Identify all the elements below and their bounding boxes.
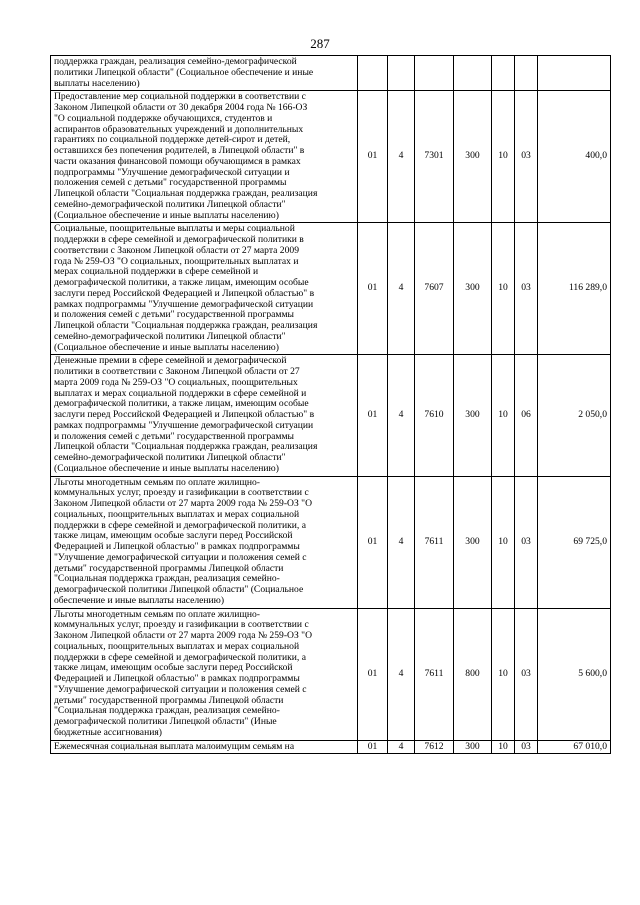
cell-description [51, 223, 358, 355]
description-line: Федерацией и Липецкой областью" в рамках подпрограммы [54, 673, 300, 684]
cell-section: 10 [492, 91, 515, 223]
cell-ministry-code [358, 56, 388, 91]
cell-direction-code: 7612 [415, 740, 454, 754]
cell-section: 10 [492, 608, 515, 740]
table-row [51, 740, 611, 754]
table-row [51, 355, 611, 476]
cell-subsection [515, 56, 538, 91]
description-line: мерах социальной поддержки в сфере семейной и [54, 266, 259, 278]
description-line: демографической политики Липецкой области" (Иные [54, 716, 277, 727]
description-line: демографической политики, а также лицам, имеющим особые [54, 398, 309, 410]
cell-direction-code: 7301 [415, 91, 454, 223]
description-line: социальных, поощрительных выплатах и мерах социальной [54, 640, 300, 652]
cell-program-code [388, 56, 415, 91]
cell-ministry-code: 01 [358, 91, 388, 223]
cell-description [51, 608, 358, 740]
cell-ministry-code: 01 [358, 476, 388, 608]
description-line: обеспечение и иные выплаты населению) [54, 594, 225, 606]
description-line: также лицам, имеющим особые заслуги перед Российской [54, 662, 293, 674]
cell-ministry-code: 01 [358, 608, 388, 740]
cell-expense-type: 300 [454, 223, 492, 355]
cell-direction-code: 7611 [415, 608, 454, 740]
description-line: поддержка граждан, реализация семейно-демографической [54, 56, 297, 67]
cell-subsection: 03 [515, 740, 538, 754]
description-line: Липецкой области "Социальная поддержка граждан, реализация [54, 320, 318, 331]
cell-program-code: 4 [388, 355, 415, 476]
description-line: Ежемесячная социальная выплата малоимущим семьям на [54, 740, 295, 752]
cell-subsection: 03 [515, 476, 538, 608]
description-line: (Социальное обеспечение и иные выплаты населению) [54, 462, 279, 474]
table-row [51, 608, 611, 740]
description-line: поддержки в сфере семейной и демографической политики в [54, 234, 304, 245]
description-line: семейно-демографической политики Липецкой области" [54, 330, 286, 342]
cell-expense-type: 300 [454, 91, 492, 223]
table-row [51, 56, 611, 91]
cell-program-code: 4 [388, 608, 415, 740]
description-line: Предоставление мер социальной поддержки в соответствии с [54, 91, 306, 103]
description-line: коммунальных услуг, проезду и газификации в соответствии с [54, 487, 309, 499]
cell-description [51, 476, 358, 608]
cell-expense-type: 300 [454, 476, 492, 608]
description-line: "Улучшение демографической ситуации и положения семей с [54, 551, 307, 563]
description-line: демографической политики, а также лицам, имеющим особые [54, 277, 309, 288]
description-line: рамках подпрограммы "Улучшение демографической ситуации [54, 419, 314, 431]
description-line: рамках подпрограммы "Улучшение демографической ситуации [54, 298, 314, 310]
cell-subsection: 03 [515, 223, 538, 355]
description-line: соответствии с Законом Липецкой области от 27 марта 2009 [54, 244, 299, 256]
cell-description [51, 91, 358, 223]
description-line: (Социальное обеспечение и иные выплаты населению) [54, 209, 279, 221]
cell-amount: 400,0 [538, 91, 611, 223]
description-line: Законом Липецкой области от 30 декабря 2004 года № 166-ОЗ [54, 102, 308, 113]
description-line: заслуги перед Российской Федерацией и Липецкой областью" в [54, 287, 315, 299]
description-line: Социальные, поощрительные выплаты и меры социальной [54, 223, 295, 235]
description-line: марта 2009 года № 259-ОЗ "О социальных, поощрительных [54, 376, 298, 388]
cell-direction-code [415, 56, 454, 91]
cell-ministry-code: 01 [358, 740, 388, 754]
page-number: 287 [310, 36, 330, 51]
description-line: заслуги перед Российской Федерацией и Липецкой областью" в [54, 409, 315, 420]
cell-description [51, 56, 358, 91]
cell-amount: 2 050,0 [538, 355, 611, 476]
description-line: поддержки в сфере семейной и демографической политики, а [54, 651, 306, 663]
description-line: выплатах и мерах социальной поддержки в сфере семейной и [54, 387, 307, 399]
cell-expense-type [454, 56, 492, 91]
cell-amount: 69 725,0 [538, 476, 611, 608]
table-body [51, 56, 611, 754]
cell-program-code: 4 [388, 91, 415, 223]
cell-section: 10 [492, 476, 515, 608]
cell-direction-code: 7610 [415, 355, 454, 476]
cell-direction-code: 7607 [415, 223, 454, 355]
description-line: социальных, поощрительных выплатах и мерах социальной [54, 508, 300, 520]
cell-amount [538, 56, 611, 91]
table-row [51, 91, 611, 223]
description-line: детьми" государственной программы Липецкой области [54, 562, 284, 574]
description-line: Федерацией и Липецкой областью" в рамках подпрограммы [54, 541, 300, 552]
description-line: Льготы многодетным семьям по оплате жилищно- [54, 608, 260, 620]
description-line: демографической политики Липецкой области" (Социальное [54, 584, 304, 595]
description-line: политики Липецкой области" (Социальное обеспечение и иные [54, 66, 314, 78]
description-line: "Социальная поддержка граждан, реализация семейно- [54, 705, 280, 717]
description-line: и положения семей с детьми" государственной программы [54, 309, 294, 321]
description-line: части оказания финансовой помощи обучающимся в рамках [54, 155, 301, 167]
cell-ministry-code: 01 [358, 355, 388, 476]
description-line: "Социальная поддержка граждан, реализация семейно- [54, 573, 280, 585]
description-line: выплаты населению) [54, 77, 140, 89]
cell-subsection: 03 [515, 91, 538, 223]
description-line: (Социальное обеспечение и иные выплаты населению) [54, 341, 279, 353]
description-line: коммунальных услуг, проезду и газификации в соответствии с [54, 619, 309, 631]
cell-subsection: 03 [515, 608, 538, 740]
description-line: Законом Липецкой области от 27 марта 2009 года № 259-ОЗ "О [54, 630, 312, 641]
table-row [51, 223, 611, 355]
description-line: оставшихся без попечения родителей, в Липецкой области" в [54, 145, 305, 156]
cell-amount: 67 010,0 [538, 740, 611, 754]
description-line: "О социальной поддержке обучающихся, студентов и [54, 112, 273, 124]
description-line: детьми" государственной программы Липецкой области [54, 694, 284, 706]
description-line: "Улучшение демографической ситуации и положения семей с [54, 683, 307, 695]
description-line: семейно-демографической политики Липецкой области" [54, 198, 286, 210]
description-line: Льготы многодетным семьям по оплате жилищно- [54, 476, 260, 488]
description-line: подпрограммы "Улучшение демографической ситуации и [54, 166, 290, 178]
cell-expense-type: 800 [454, 608, 492, 740]
description-line: также лицам, имеющим особые заслуги перед Российской [54, 530, 293, 542]
cell-program-code: 4 [388, 223, 415, 355]
cell-section: 10 [492, 223, 515, 355]
description-line: аспирантов образовательных учреждений и дополнительных [54, 123, 304, 135]
description-line: Липецкой области "Социальная поддержка граждан, реализация [54, 441, 318, 453]
cell-ministry-code: 01 [358, 223, 388, 355]
description-line: Законом Липецкой области от 27 марта 2009 года № 259-ОЗ "О [54, 498, 312, 509]
description-line: года № 259-ОЗ "О социальных, поощрительных выплатах и [54, 255, 299, 267]
description-line: семейно-демографической политики Липецкой области" [54, 452, 286, 463]
description-line: Денежные премии в сфере семейной и демографической [54, 355, 287, 367]
cell-description [51, 355, 358, 476]
cell-amount: 5 600,0 [538, 608, 611, 740]
cell-section [492, 56, 515, 91]
description-line: положения семей с детьми" государственной программы [54, 177, 287, 189]
budget-table [50, 55, 611, 754]
description-line: гарантиях по социальной поддержке детей-сирот и детей, [54, 134, 291, 146]
table-row [51, 476, 611, 608]
cell-program-code: 4 [388, 740, 415, 754]
cell-direction-code: 7611 [415, 476, 454, 608]
cell-section: 10 [492, 355, 515, 476]
cell-description [51, 740, 358, 754]
cell-expense-type: 300 [454, 740, 492, 754]
description-line: и положения семей с детьми" государственной программы [54, 430, 294, 442]
cell-subsection: 06 [515, 355, 538, 476]
description-line: политики в соответствии с Законом Липецкой области от 27 [54, 366, 300, 377]
description-line: Липецкой области "Социальная поддержка граждан, реализация [54, 188, 318, 199]
cell-amount: 116 289,0 [538, 223, 611, 355]
description-line: поддержки в сфере семейной и демографической политики, а [54, 519, 306, 531]
cell-section: 10 [492, 740, 515, 754]
cell-expense-type: 300 [454, 355, 492, 476]
cell-program-code: 4 [388, 476, 415, 608]
description-line: бюджетные ассигнования) [54, 726, 162, 738]
